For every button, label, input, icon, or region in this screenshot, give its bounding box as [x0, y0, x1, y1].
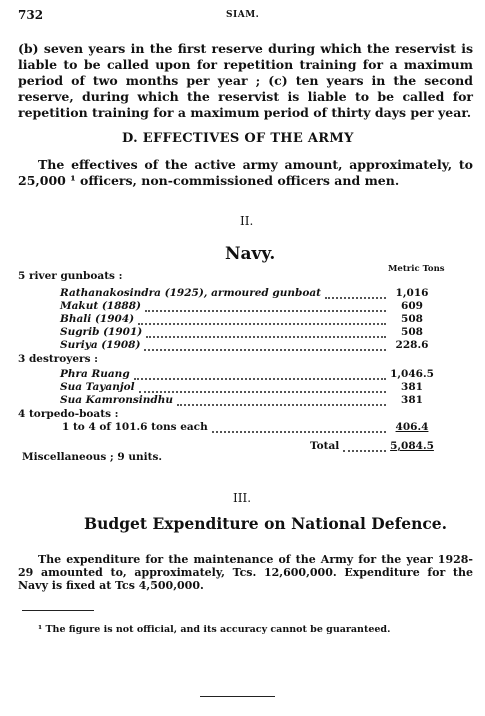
running-head: SIAM. [226, 10, 260, 20]
navy-row-tonnage: 1,046.5 [390, 368, 434, 380]
navy-row-tonnage: 381 [401, 394, 423, 406]
section-d-text: The effectives of the active army amount, approximately, to 25,000 ¹ officers, non-commissioned officers and men. [18, 157, 473, 188]
dot-leader [145, 300, 386, 312]
navy-row-tonnage: 381 [401, 381, 423, 393]
budget-text: The expenditure for the maintenance of the Army for the year 1928-29 amounted to, approximately, Tcs. 12,600,000. Expenditure for the Navy is fixed at Tcs 4,500,000. [18, 553, 473, 592]
navy-row-label: Suriya (1908) [60, 339, 141, 351]
navy-row-tonnage: 1,016 [395, 287, 429, 299]
dot-leader [134, 368, 386, 380]
navy-table-row [0, 353, 485, 368]
bottom-rule [200, 696, 275, 697]
intro-paragraph [18, 41, 473, 121]
navy-row-label: Sugrib (1901) [60, 326, 143, 338]
navy-row-tonnage: 228.6 [395, 339, 429, 351]
navy-row-label: 4 torpedo-boats : [18, 408, 119, 420]
metric-tons-header: Metric Tons [388, 264, 445, 274]
navy-title: Navy. [225, 244, 276, 264]
section-d-paragraph [18, 157, 473, 189]
dot-leader [146, 326, 386, 338]
navy-row-tonnage: 508 [401, 313, 423, 325]
intro-paragraph-text: (b) seven years in the first reserve during which the reservist is liable to be called upon for repetition training for a maximum period of two months per year ; (c) ten years in the second reserve, during which the reservist is liable to be called for repetition training for a maximum period of thirty days per year. [18, 41, 473, 120]
section-iii-numeral: III. [233, 491, 252, 505]
footnote: ¹ The figure is not official, and its accuracy cannot be guaranteed. [38, 624, 391, 635]
navy-row-tonnage: 406.4 [395, 421, 429, 433]
navy-row-label: 1 to 4 of 101.6 tons each [62, 421, 208, 433]
budget-paragraph [18, 553, 473, 592]
dot-leader [138, 313, 386, 325]
footnote-rule [22, 610, 94, 611]
navy-row-label: 3 destroyers : [18, 353, 99, 365]
section-d-heading: D. EFFECTIVES OF THE ARMY [122, 131, 354, 146]
miscellaneous-line: Miscellaneous ; 9 units. [22, 451, 163, 463]
navy-table-row [0, 270, 485, 285]
navy-row-label: Bhali (1904) [60, 313, 135, 325]
section-ii-numeral: II. [240, 214, 254, 228]
navy-row-label: 5 river gunboats : [18, 270, 123, 282]
dot-leader [212, 421, 386, 433]
dot-leader [144, 339, 386, 351]
page-number: 732 [18, 8, 44, 22]
navy-table-row [0, 394, 485, 409]
navy-row-tonnage: 5,084.5 [390, 440, 434, 452]
navy-row-label: Makut (1888) [60, 300, 142, 312]
navy-row-tonnage: 609 [401, 300, 423, 312]
budget-title: Budget Expenditure on National Defence. [84, 514, 448, 533]
navy-table-row [0, 421, 485, 436]
navy-row-label: Rathanakosindra (1925), armoured gunboat [60, 287, 322, 299]
dot-leader [325, 287, 386, 299]
navy-row-label: Sua Tayanjol [60, 381, 135, 393]
navy-row-tonnage: 508 [401, 326, 423, 338]
navy-row-label: Total [310, 440, 340, 452]
dot-leader [139, 381, 386, 393]
navy-table-row [0, 339, 485, 354]
dot-leader [177, 394, 386, 406]
navy-row-label: Sua Kamronsindhu [60, 394, 174, 406]
navy-row-label: Phra Ruang [60, 368, 130, 380]
